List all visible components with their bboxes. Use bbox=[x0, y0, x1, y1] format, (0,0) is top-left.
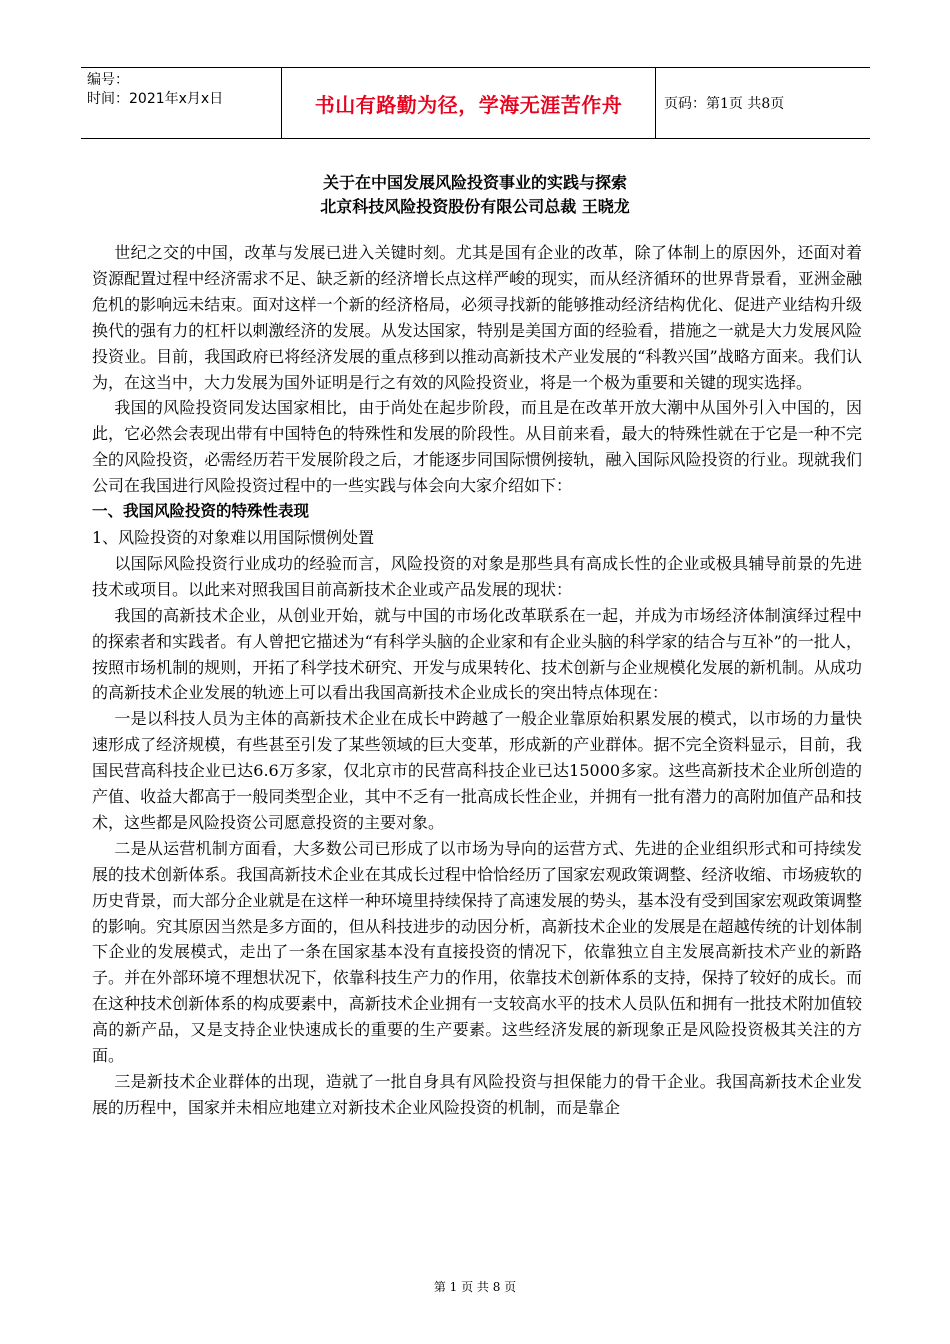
document-body bbox=[92, 240, 862, 1121]
paragraph: 我国的风险投资同发达国家相比，由于尚处在起步阶段，而且是在改革开放大潮中从国外引入中国的，因此，它必然会表现出带有中国特色的特殊性和发展的阶段性。从目前来看，最大的特殊性就在于它是一种不完全的风险投资，必需经历若干发展阶段之后，才能逐步同国际惯例接轨，融入国际风险投资的行业。现就我们公司在我国进行风险投资过程中的一些实践与体会向大家介绍如下： bbox=[92, 398, 862, 496]
header-page-info: 页码：第1页 共8页 bbox=[664, 96, 785, 112]
header-motto: 书山有路勤为径，学海无涯苦作舟 bbox=[282, 68, 656, 138]
time-label: 时间：2021年x月x日 bbox=[87, 91, 224, 107]
paragraph: 我国的高新技术企业，从创业开始，就与中国的市场化改革联系在一起，并成为市场经济体制演绎过程中的探索者和实践者。有人曾把它描述为“有科学头脑的企业家和有企业头脑的科学家的结合与互补”的一批人，按照市场机制的规则，开拓了科学技术研究、开发与成果转化、技术创新与企业规模化发展的新机制。从成功的高新技术企业发展的轨迹上可以看出我国高新技术企业成长的突出特点体现在： bbox=[92, 605, 862, 703]
paragraph: 三是新技术企业群体的出现，造就了一批自身具有风险投资与担保能力的骨干企业。我国高新技术企业发展的历程中，国家并未相应地建立对新技术企业风险投资的机制，而是靠企 bbox=[92, 1072, 862, 1117]
number-label: 编号： bbox=[87, 72, 129, 88]
document-subtitle: 北京科技风险投资股份有限公司总裁 王晓龙 bbox=[320, 197, 630, 216]
section-heading: 一、我国风险投资的特殊性表现 bbox=[92, 502, 310, 521]
document-header bbox=[81, 67, 870, 139]
paragraph: 二是从运营机制方面看，大多数公司已形成了以市场为导向的运营方式、先进的企业组织形式和可持续发展的技术创新体系。我国高新技术企业在其成长过程中恰恰经历了国家宏观政策调整、经济收缩、市场疲软的历史背景，而大部分企业就是在这样一种环境里持续保持了高速发展的势头，基本没有受到国家宏观政策调整的影响。究其原因当然是多方面的，但从科技进步的动因分析，高新技术企业的发展是在超越传统的计划体制下企业的发展模式，走出了一条在国家基本没有直接投资的情况下，依靠独立自主发展高新技术产业的新路子。并在外部环境不理想状况下，依靠科技生产力的作用，依靠技术创新体系的支持，保持了较好的成长。而在这种技术创新体系的构成要素中，高新技术企业拥有一支较高水平的技术人员队伍和拥有一批技术附加值较高的新产品，又是支持企业快速成长的重要的生产要素。这些经济发展的新现象正是风险投资极其关注的方面。 bbox=[92, 838, 862, 1066]
page-footer: 第 1 页 共 8 页 bbox=[433, 1280, 517, 1294]
document-title: 关于在中国发展风险投资事业的实践与探索 bbox=[322, 173, 627, 192]
header-meta bbox=[81, 68, 282, 138]
paragraph: 一是以科技人员为主体的高新技术企业在成长中跨越了一般企业靠原始积累发展的模式，以市场的力量快速形成了经济规模，有些甚至引发了某些领域的巨大变革，形成新的产业群体。据不完全资料显示，目前，我国民营高科技企业已达6.6万多家，仅北京市的民营高科技企业已达15000多家。这些高新技术企业所创造的产值、收益大都高于一般同类型企业，其中不乏有一批高成长性企业，并拥有一批有潜力的高附加值产品和技术，这些都是风险投资公司愿意投资的主要对象。 bbox=[92, 709, 862, 832]
paragraph: 世纪之交的中国，改革与发展已进入关键时刻。尤其是国有企业的改革，除了体制上的原因外，还面对着资源配置过程中经济需求不足、缺乏新的经济增长点这样严峻的现实，而从经济循环的世界背景看，亚洲金融危机的影响远未结束。面对这样一个新的经济格局，必须寻找新的能够推动经济结构优化、促进产业结构升级换代的强有力的杠杆以刺激经济的发展。从发达国家，特别是美国方面的经验看，措施之一就是大力发展风险投资业。目前，我国政府已将经济发展的重点移到以推动高新技术产业发展的“科教兴国”战略方面来。我们认为，在这当中，大力发展为国外证明是行之有效的风险投资业，将是一个极为重要和关键的现实选择。 bbox=[92, 243, 862, 392]
subsection-heading: 1、风险投资的对象难以用国际惯例处置 bbox=[92, 527, 375, 547]
paragraph: 以国际风险投资行业成功的经验而言，风险投资的对象是那些具有高成长性的企业或极具辅导前景的先进技术或项目。以此来对照我国目前高新技术企业或产品发展的现状： bbox=[92, 553, 862, 599]
